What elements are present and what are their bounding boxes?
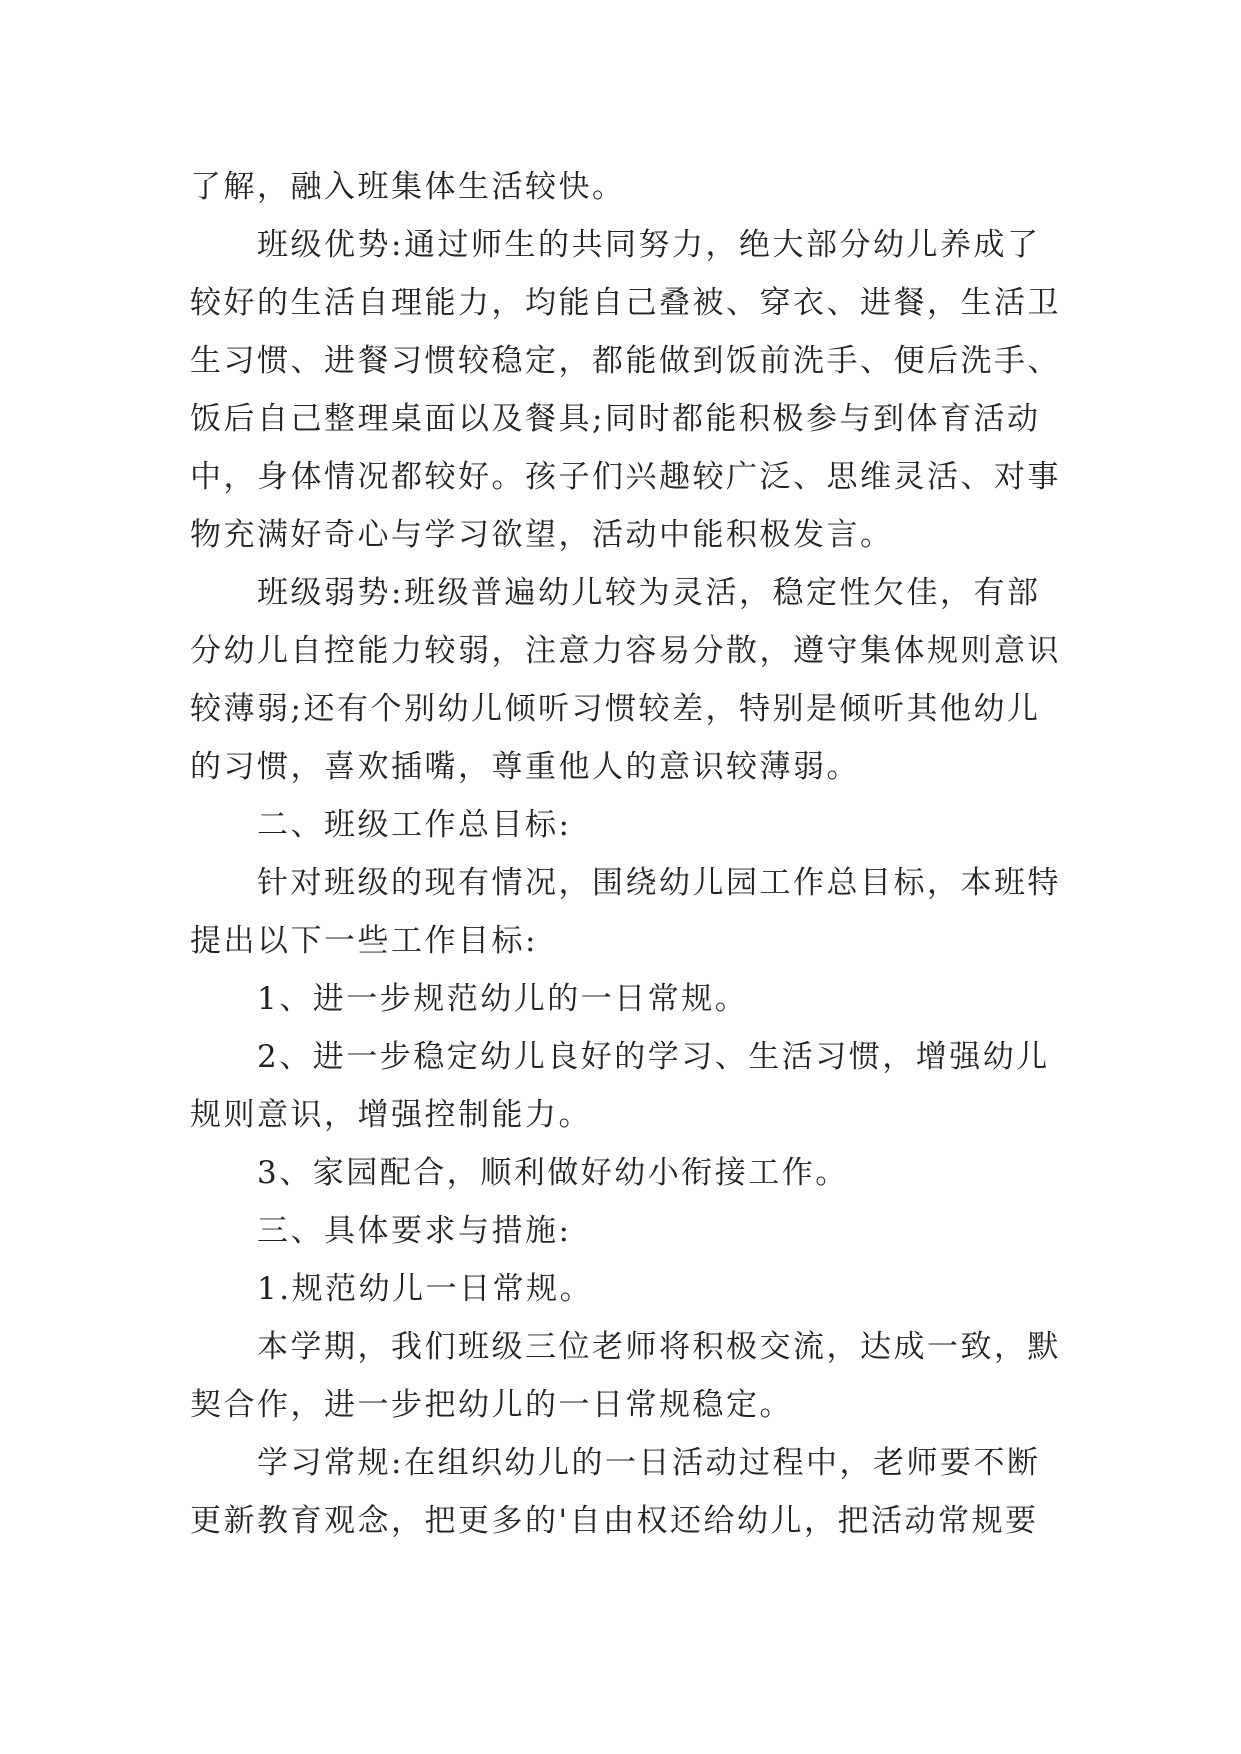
text-line: 契合作，进一步把幼儿的一日常规稳定。 — [190, 1387, 793, 1423]
list-item: 1、进一步规范幼儿的一日常规。 — [190, 981, 749, 1017]
text-line: 生习惯、进餐习惯较稳定，都能做到饭前洗手、便后洗手、 — [190, 343, 1061, 379]
section-heading: 三、具体要求与措施: — [190, 1213, 572, 1249]
text-line: 的习惯，喜欢插嘴，尊重他人的意识较薄弱。 — [190, 749, 860, 785]
text-line: 了解，融入班集体生活较快。 — [190, 169, 626, 205]
text-line: 较薄弱;还有个别幼儿倾听习惯较差，特别是倾听其他幼儿 — [190, 691, 1041, 727]
text-line: 班级优势:通过师生的共同努力，绝大部分幼儿养成了 — [190, 227, 1041, 263]
text-line: 饭后自己整理桌面以及餐具;同时都能积极参与到体育活动 — [190, 401, 1041, 437]
text-line: 提出以下一些工作目标: — [190, 923, 538, 959]
text-line: 更新教育观念，把更多的'自由权还给幼儿，把活动常规要 — [190, 1503, 1039, 1539]
list-item: 3、家园配合，顺利做好幼小衔接工作。 — [190, 1155, 849, 1191]
text-line: 针对班级的现有情况，围绕幼儿园工作总目标，本班特 — [190, 865, 1061, 901]
text-line: 本学期，我们班级三位老师将积极交流，达成一致，默 — [190, 1329, 1061, 1365]
text-line: 分幼儿自控能力较弱，注意力容易分散，遵守集体规则意识 — [190, 633, 1061, 669]
list-item: 2、进一步稳定幼儿良好的学习、生活习惯，增强幼儿 — [190, 1039, 1050, 1075]
list-item: 1.规范幼儿一日常规。 — [190, 1271, 594, 1307]
text-line: 物充满好奇心与学习欲望，活动中能积极发言。 — [190, 517, 894, 553]
text-line: 规则意识，增强控制能力。 — [190, 1097, 592, 1133]
text-line: 较好的生活自理能力，均能自己叠被、穿衣、进餐，生活卫 — [190, 285, 1061, 321]
body-text — [190, 158, 1070, 1550]
text-line: 学习常规:在组织幼儿的一日活动过程中，老师要不断 — [190, 1445, 1041, 1481]
text-line: 班级弱势:班级普遍幼儿较为灵活，稳定性欠佳，有部 — [190, 575, 1041, 611]
text-line: 中，身体情况都较好。孩子们兴趣较广泛、思维灵活、对事 — [190, 459, 1061, 495]
section-heading: 二、班级工作总目标: — [190, 807, 572, 843]
